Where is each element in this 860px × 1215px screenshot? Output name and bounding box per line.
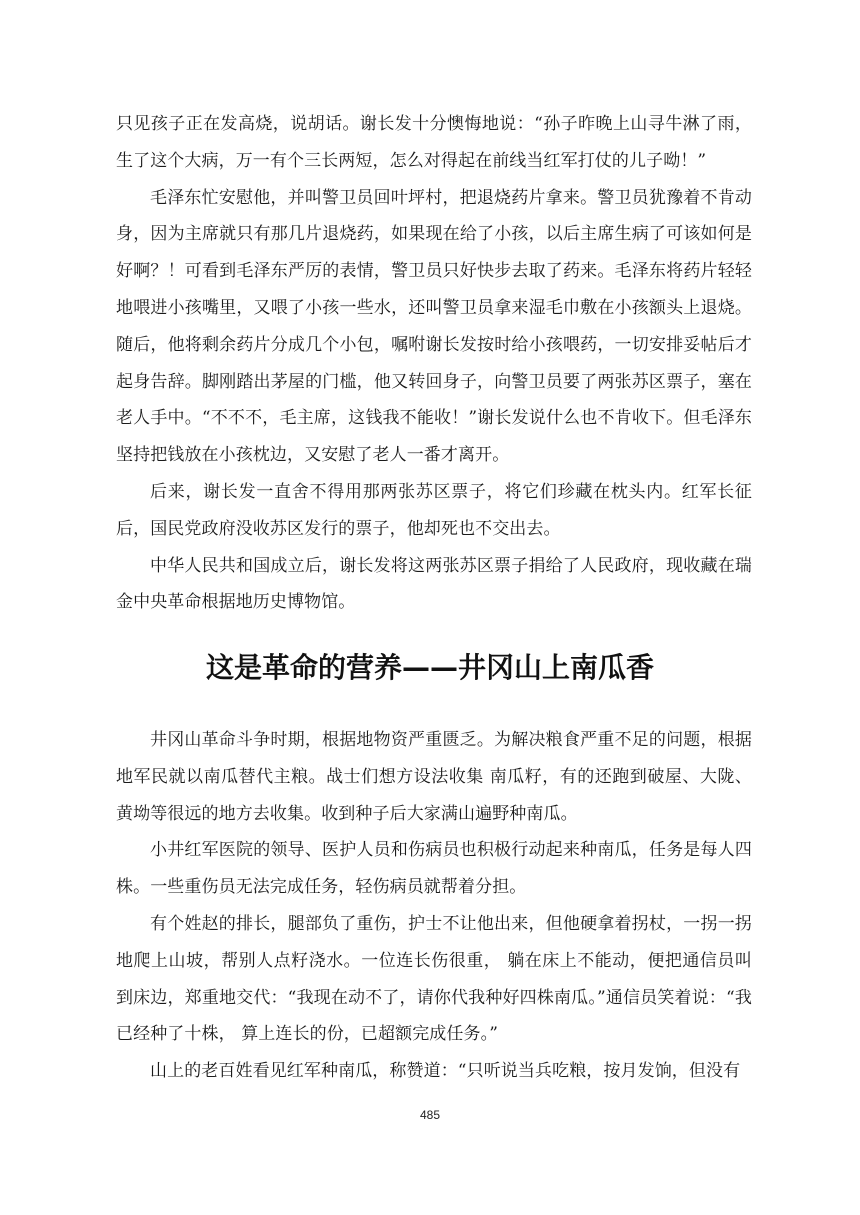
paragraph: 山上的老百姓看见红军种南瓜，称赞道：“只听说当兵吃粮，按月发饷，但没有	[150, 1061, 741, 1082]
paragraph: 井冈山革命斗争时期，根据地物资严重匮乏。为解决粮食严重不足的问题，根据地军民就以南瓜替代主粮。战士们想方设法收集 南瓜籽，有的还跑到破屋、大陇、黄坳等很远的地方去收集。收到种子后大家满山遍野种南瓜。	[116, 730, 752, 824]
page-number: 485	[419, 1108, 441, 1122]
paragraph: 中华人民共和国成立后，谢长发将这两张苏区票子捐给了人民政府，现收藏在瑞金中央革命根据地历史博物馆。	[116, 555, 752, 613]
paragraph: 只见孩子正在发高烧，说胡话。谢长发十分懊悔地说：“孙子昨晚上山寻牛淋了雨，生了这个大病，万一有个三长两短，怎么对得起在前线当红军打仗的儿子呦！”	[116, 114, 752, 171]
paragraph: 有个姓赵的排长，腿部负了重伤，护士不让他出来，但他硬拿着拐杖，一拐一拐地爬上山坡，帮别人点籽浇水。一位连长伤很重， 躺在床上不能动，便把通信员叫到床边，郑重地交代：“我现在动不了，请你代我种好四株南瓜。”通信员笑着说：“我已经种了十株， 算上连长的份，已超额完成任务。”	[116, 913, 752, 1045]
section-body	[116, 722, 752, 1090]
story-continuation	[116, 106, 752, 621]
paragraph: 小井红军医院的领导、医护人员和伤病员也积极行动起来种南瓜，任务是每人四株。一些重伤员无法完成任务，轻伤病员就帮着分担。	[116, 840, 752, 898]
section-title: 这是革命的营养——井冈山上南瓜香	[205, 651, 654, 684]
paragraph: 毛泽东忙安慰他，并叫警卫员回叶坪村，把退烧药片拿来。警卫员犹豫着不肯动身，因为主席就只有那几片退烧药，如果现在给了小孩，以后主席生病了可该如何是好啊？！可看到毛泽东严厉的表情，警卫员只好快步去取了药来。毛泽东将药片轻轻地喂进小孩嘴里，又喂了小孩一些水，还叫警卫员拿来湿毛巾敷在小孩额头上退烧。随后，他将剩余药片分成几个小包，嘱咐谢长发按时给小孩喂药，一切安排妥帖后才起身告辞。脚刚踏出茅屋的门槛，他又转回身子，向警卫员要了两张苏区票子，塞在老人手中。“不不不，毛主席，这钱我不能收！”谢长发说什么也不肯收下。但毛泽东坚持把钱放在小孩枕边，又安慰了老人一番才离开。	[116, 187, 752, 466]
paragraph: 后来，谢长发一直舍不得用那两张苏区票子，将它们珍藏在枕头内。红军长征后，国民党政府没收苏区发行的票子，他却死也不交出去。	[116, 481, 752, 539]
